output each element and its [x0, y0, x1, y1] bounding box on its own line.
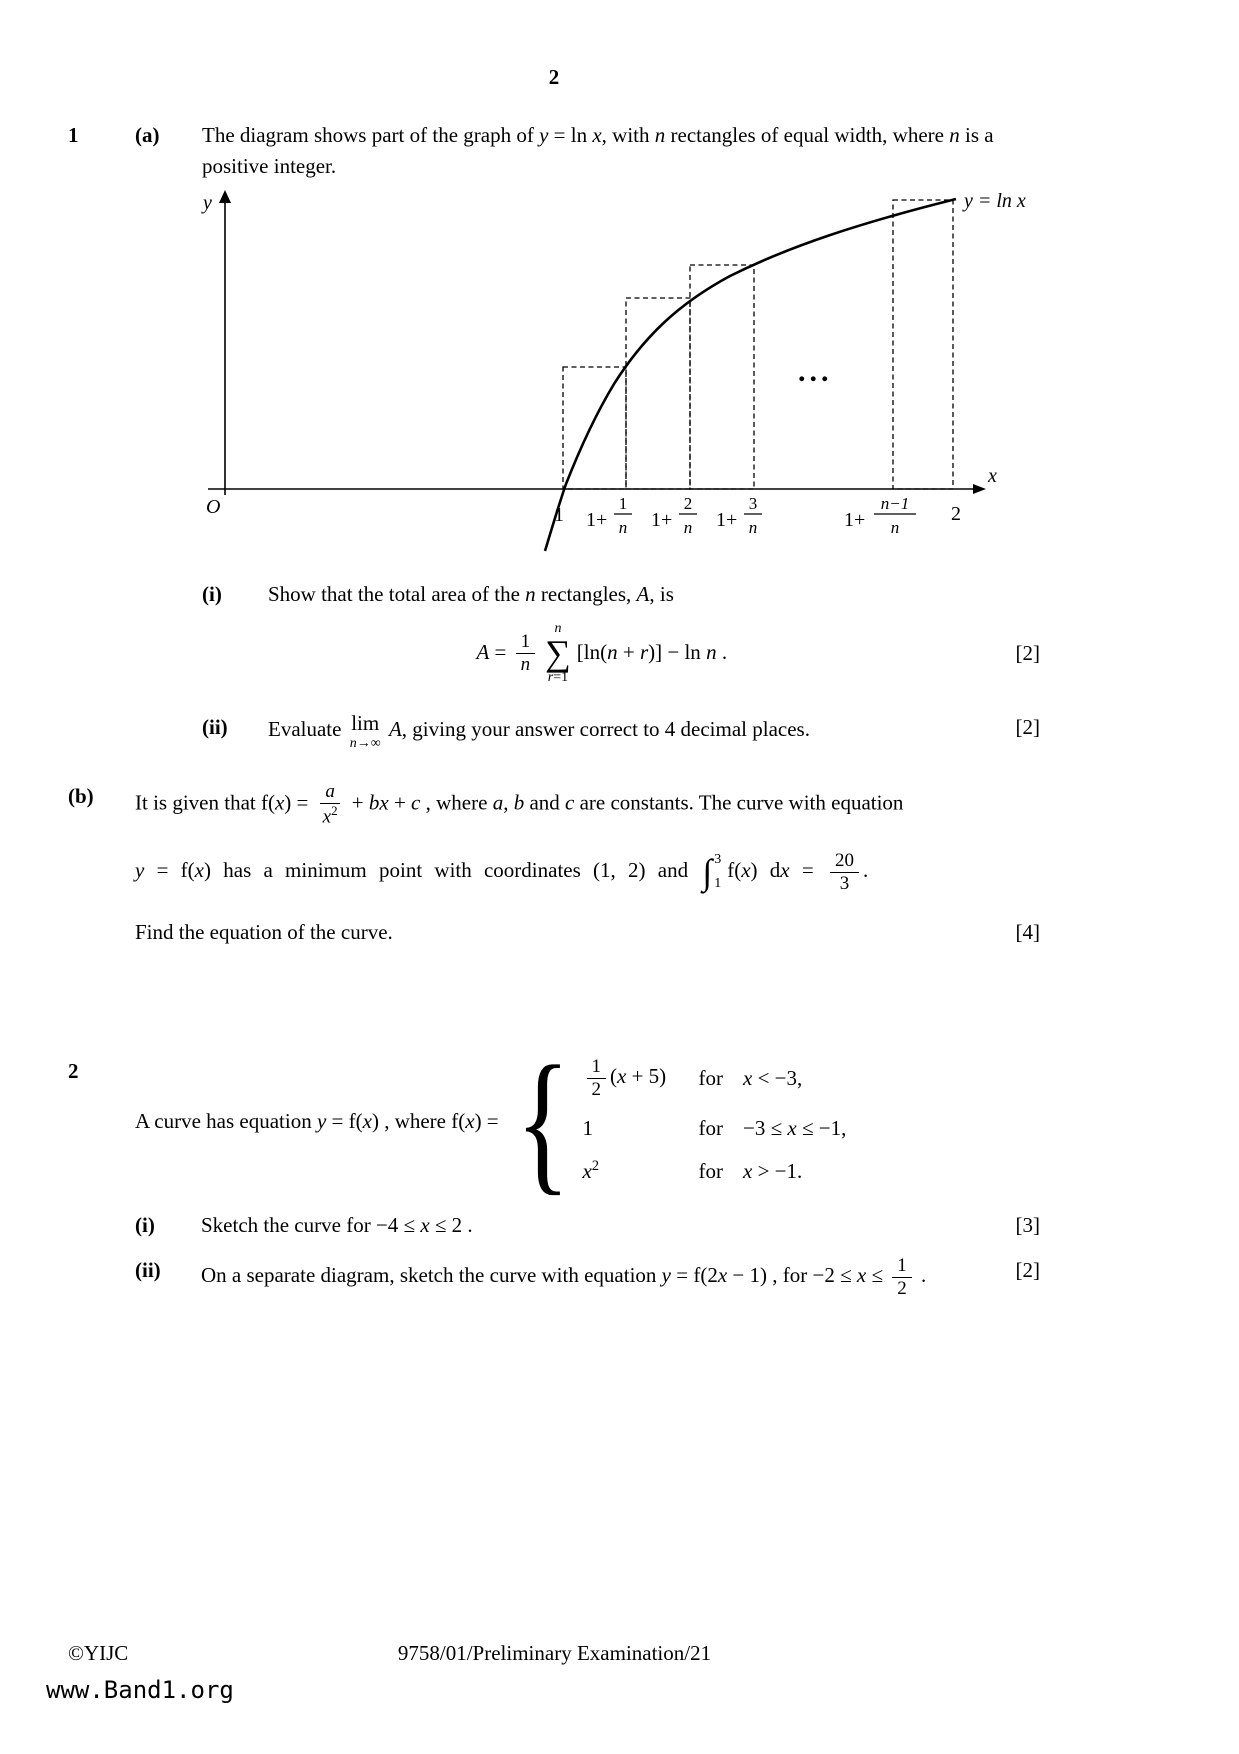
y-axis-arrow: [219, 190, 231, 203]
q1b-line2-end: .: [862, 858, 869, 883]
q2ii-text: [201, 1255, 1002, 1300]
sum-lower-limit: r=1: [547, 669, 569, 685]
one-half-fraction: $\frac{1}{2}$: [587, 1056, 607, 1101]
footer-copyright: ©YIJC: [68, 1641, 129, 1665]
tick-1p2n-num: 2: [683, 493, 693, 513]
tick-1pn1n-den: n: [890, 517, 900, 537]
piecewise-cond-1: x < −3,: [743, 1065, 803, 1090]
q2ii-pre: On a separate diagram, sketch the curve with equation y = f(2x − 1) , for −2 ≤ x ≤: [201, 1263, 889, 1288]
q1ai-label: (i): [202, 582, 222, 606]
tick-1pn1n-num: n−1: [880, 493, 910, 513]
q2ii-end: .: [915, 1263, 927, 1288]
formula-lhs: A: [476, 639, 490, 664]
q1aii-pre: Evaluate: [268, 717, 347, 742]
piecewise-brace: {: [515, 1033, 570, 1209]
q2-intro-row: [135, 1033, 1040, 1209]
lnx-graph: [198, 189, 1048, 554]
piecewise-expr-2: 1: [582, 1115, 593, 1140]
integral-upper: 3: [714, 852, 722, 868]
q1a-text: The diagram shows part of the graph of y = ln x, with n rectangles of equal width, where n is a positive integer.: [202, 122, 994, 178]
limit-operator: [350, 712, 381, 750]
tick-1p3n-pre: 1+: [716, 508, 738, 531]
question-1-header: [68, 120, 1040, 183]
piecewise-cond-3: x > −1.: [743, 1159, 803, 1184]
piecewise-expr-3: $x^2$: [582, 1158, 599, 1184]
q2i-label: (i): [135, 1212, 155, 1237]
integral-operator: [702, 853, 725, 891]
equals-sign: =: [489, 639, 512, 664]
q1a-part-ii: [202, 712, 1040, 750]
tick-1p1n-num: 1: [618, 493, 628, 513]
q1b-line2-mid: f(x) dx =: [727, 858, 826, 883]
q1ai-text: Show that the total area of the n rectangles, A, is: [268, 582, 674, 606]
area-formula: [202, 621, 1002, 687]
q1-part-b: [68, 781, 1040, 948]
q1a-figure: [198, 189, 1040, 564]
q1b-line1: [135, 781, 1040, 828]
q1aii-post: A, giving your answer correct to 4 decimal places.: [388, 717, 810, 742]
q1b-line1-post: + bx + c , where a, b and c are constants. The curve with equation: [346, 790, 904, 815]
q1b-line2: [135, 850, 1040, 895]
tick-1: 1: [554, 503, 564, 526]
q1b-label: (b): [68, 783, 94, 808]
q2i-text: Sketch the curve for −4 ≤ x ≤ 2 .: [201, 1212, 473, 1237]
tick-1p2n-pre: 1+: [651, 508, 673, 531]
formula-body: [ln(n + r)] − ln n .: [576, 639, 728, 664]
q2-part-ii: [135, 1255, 1040, 1300]
q1b-mark: [4]: [1015, 919, 1040, 944]
piecewise-expr-1: $\frac{1}{2}$ (x + 5): [583, 1056, 679, 1101]
twenty-thirds-fraction: $\frac{20}{3}$: [830, 850, 859, 895]
y-axis-label: y: [203, 191, 212, 214]
piecewise-for-3: for: [698, 1159, 723, 1184]
page-number: 2: [548, 65, 560, 89]
sigma-symbol: ∑: [545, 633, 571, 674]
footer-watermark: www.Band1.org: [46, 1676, 234, 1704]
q1a-label: (a): [135, 122, 160, 147]
x-axis-arrow: [973, 484, 986, 494]
tick-1p2n-den: n: [683, 517, 693, 537]
tick-1p3n-den: n: [748, 517, 758, 537]
q1ai-equation-row: [202, 621, 1040, 687]
q2i-mark: [3]: [1015, 1212, 1040, 1237]
q1b-line1-pre: It is given that f(x) =: [135, 790, 314, 815]
q1b-line3: [135, 917, 1040, 949]
q1aii-text: [268, 712, 1002, 750]
a-over-x2-fraction: $\frac{a}{x^2}$: [318, 781, 343, 828]
q2-intro-text: A curve has equation y = f(x) , where f(x) =: [135, 1109, 499, 1134]
summation-operator: [545, 621, 571, 687]
integral-symbol: ∫: [702, 852, 713, 893]
integral-lower: 1: [714, 876, 722, 892]
q1aii-label: (ii): [202, 715, 228, 740]
sum-upper-limit: n: [554, 620, 562, 636]
curve-label: y = ln x: [964, 189, 1026, 212]
origin-label: O: [206, 495, 221, 518]
question-2-header: [68, 1033, 1040, 1209]
q1-number: 1: [68, 122, 79, 147]
q2-part-i: [135, 1210, 1040, 1242]
tick-1p1n-den: n: [618, 517, 628, 537]
piecewise-cond-2: −3 ≤ x ≤ −1,: [743, 1115, 847, 1140]
q1a-part-i: [202, 579, 1040, 611]
rectangle-3: [690, 265, 754, 489]
piecewise-definition: [583, 1056, 847, 1188]
q1aii-mark: [2]: [1015, 715, 1040, 740]
ellipsis-dots: ...: [798, 354, 833, 388]
lim-subscript: n→∞: [349, 735, 381, 751]
tick-2: 2: [951, 502, 961, 525]
q1b-text: [135, 781, 1040, 948]
x-axis-label: x: [988, 464, 997, 487]
one-over-n-fraction: $\frac{1}{n}$: [516, 631, 536, 676]
q1ai-mark: [2]: [1015, 640, 1040, 665]
footer-paper-code: 9758/01/Preliminary Examination/21: [397, 1641, 712, 1665]
piecewise-for-2: for: [698, 1115, 723, 1140]
tick-1p1n-pre: 1+: [586, 508, 608, 531]
piecewise-for-1: for: [698, 1065, 723, 1090]
integral-limits: [714, 853, 721, 891]
q2ii-mark: [2]: [1015, 1258, 1040, 1283]
rectangle-n: [893, 200, 953, 489]
q1b-find-text: Find the equation of the curve.: [135, 919, 393, 944]
q1b-line2-pre: y = f(x) has a minimum point with coordinates (1, 2) and: [135, 858, 701, 883]
lim-word: lim: [351, 711, 380, 736]
tick-1p3n-num: 3: [748, 493, 758, 513]
q2-number: 2: [68, 1059, 79, 1084]
q2ii-label: (ii): [135, 1258, 161, 1283]
tick-1pn1n-pre: 1+: [844, 508, 866, 531]
one-half-bound-fraction: $\frac{1}{2}$: [892, 1255, 912, 1300]
